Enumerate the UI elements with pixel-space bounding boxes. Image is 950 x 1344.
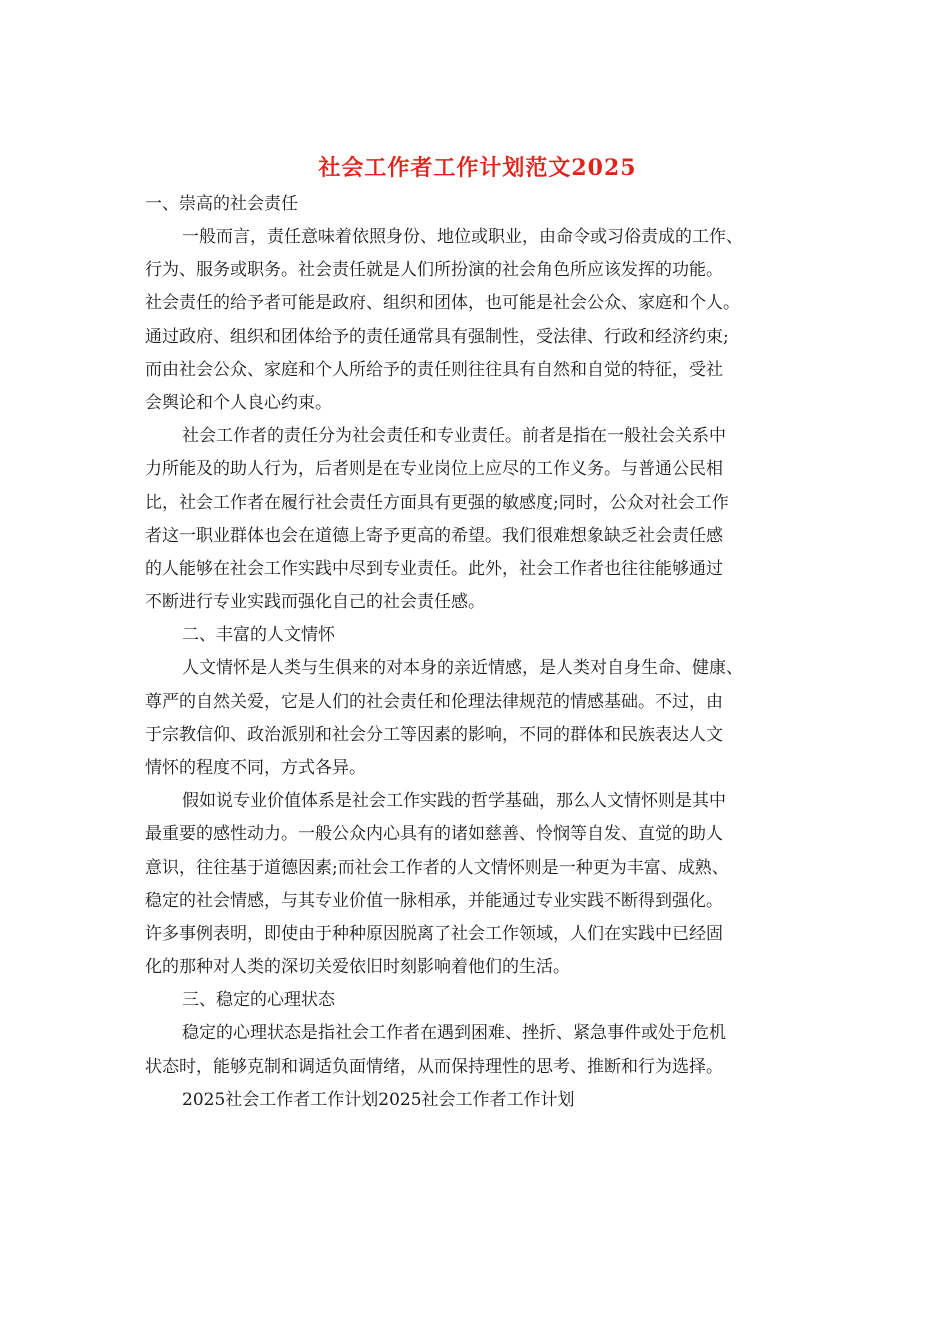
paragraph-line: 最重要的感性动力。一般公众内心具有的诸如慈善、怜悯等自发、直觉的助人 [145,824,723,845]
paragraph [145,221,810,420]
document-footer-line: 2025社会工作者工作计划2025社会工作者工作计划 [182,1089,575,1110]
paragraph-line: 的人能够在社会工作实践中尽到专业责任。此外，社会工作者也往往能够通过 [145,559,723,580]
paragraph-line: 比，社会工作者在履行社会责任方面具有更强的敏感度;同时，公众对社会工作 [145,492,729,513]
paragraph-line: 情怀的程度不同，方式各异。 [145,758,366,779]
paragraph-line: 状态时，能够克制和调适负面情绪，从而保持理性的思考、推断和行为选择。 [145,1056,723,1077]
paragraph-line: 人文情怀是人类与生俱来的对本身的亲近情感，是人类对自身生命、健康、 [182,658,743,679]
section-heading-3: 三、稳定的心理状态 [182,990,335,1011]
paragraph-line: 意识，往往基于道德因素;而社会工作者的人文情怀则是一种更为丰富、成熟、 [145,857,729,878]
paragraph [145,420,810,619]
paragraph-line: 通过政府、组织和团体给予的责任通常具有强制性，受法律、行政和经济约束; [145,326,729,347]
paragraph-line: 会舆论和个人良心约束。 [145,393,332,414]
paragraph-line: 化的那种对人类的深切关爱依旧时刻影响着他们的生活。 [145,957,570,978]
section-heading-1: 一、崇高的社会责任 [145,194,298,214]
document-page [145,148,810,1117]
paragraph-line: 社会责任的给予者可能是政府、组织和团体，也可能是社会公众、家庭和个人。 [145,293,740,314]
paragraph-line: 于宗教信仰、政治派别和社会分工等因素的影响，不同的群体和民族表达人文 [145,724,723,745]
paragraph-line: 而由社会公众、家庭和个人所给予的责任则往往具有自然和自觉的特征，受社 [145,359,723,380]
document-title: 社会工作者工作计划范文2025 [318,155,637,181]
paragraph-line: 社会工作者的责任分为社会责任和专业责任。前者是指在一般社会关系中 [182,426,726,447]
paragraph-line: 力所能及的助人行为，后者则是在专业岗位上应尽的工作义务。与普通公民相 [145,459,723,480]
paragraph-line: 稳定的心理状态是指社会工作者在遇到困难、挫折、紧急事件或处于危机 [182,1023,726,1044]
paragraph-line: 假如说专业价值体系是社会工作实践的哲学基础，那么人文情怀则是其中 [182,791,726,812]
paragraph-line: 一般而言，责任意味着依照身份、地位或职业，由命令或习俗责成的工作、 [182,227,743,247]
paragraph-line: 尊严的自然关爱，它是人们的社会责任和伦理法律规范的情感基础。不过，由 [145,691,723,712]
paragraph [145,652,810,785]
paragraph [145,785,810,984]
paragraph-line: 稳定的社会情感，与其专业价值一脉相承，并能通过专业实践不断得到强化。 [145,890,723,911]
paragraph-line: 许多事例表明，即使由于种种原因脱离了社会工作领域，人们在实践中已经固 [145,924,723,945]
paragraph-line: 者这一职业群体也会在道德上寄予更高的希望。我们很难想象缺乏社会责任感 [145,525,723,546]
paragraph-line: 行为、服务或职务。社会责任就是人们所扮演的社会角色所应该发挥的功能。 [145,260,723,281]
section-heading-2: 二、丰富的人文情怀 [182,625,335,646]
paragraph [145,1017,810,1083]
paragraph-line: 不断进行专业实践而强化自己的社会责任感。 [145,592,485,613]
